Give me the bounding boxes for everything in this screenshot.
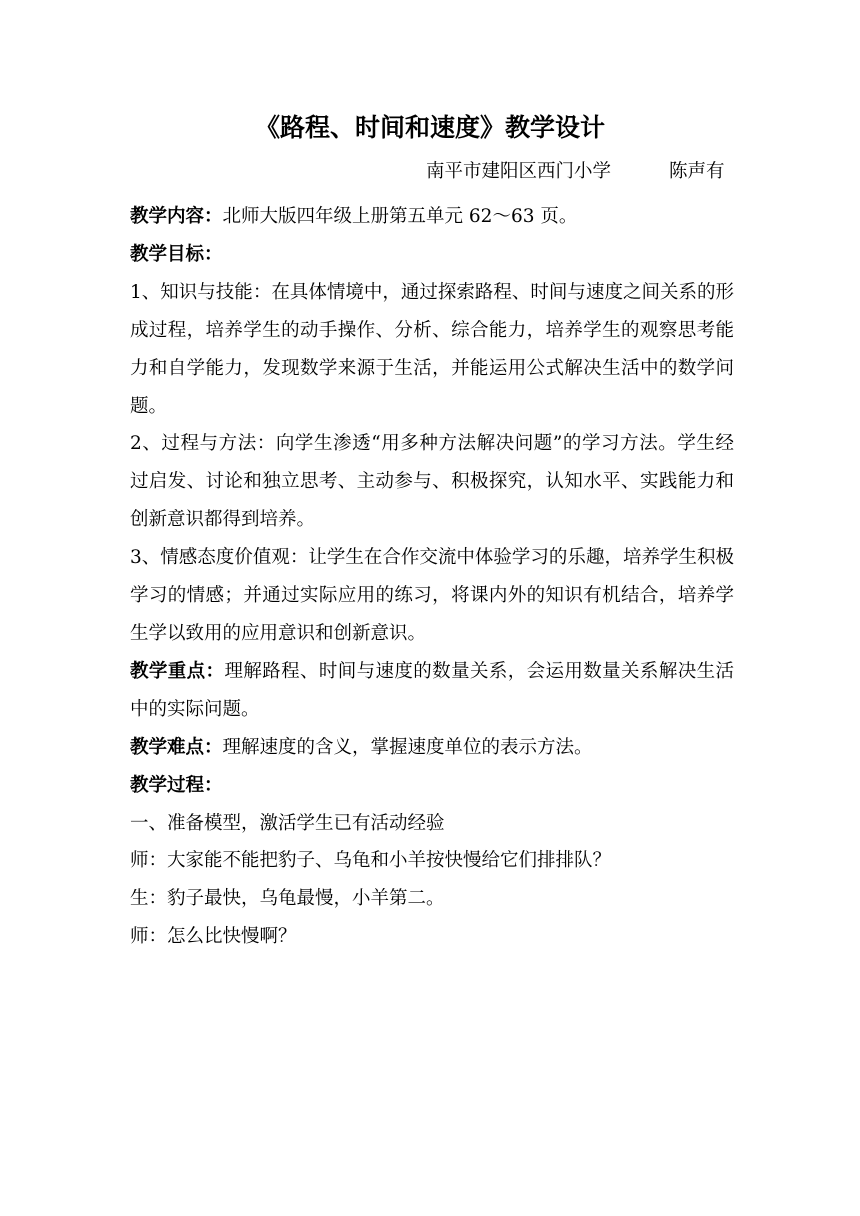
process-heading: 教学过程：	[130, 774, 223, 796]
process-line: 师：怎么比快慢啊？	[130, 926, 297, 948]
teaching-content	[130, 198, 734, 236]
process-line: 生：豹子最快，乌龟最慢，小羊第二。	[130, 888, 445, 910]
teaching-content-text: 北师大版四年级上册第五单元 62～63 页。	[222, 206, 578, 227]
author-name: 陈声有	[669, 161, 725, 182]
key-point-label: 教学重点：	[130, 660, 225, 682]
document-title: 《路程、时间和速度》教学设计	[254, 113, 605, 142]
key-point-text: 理解路程、时间与速度的数量关系，会运用数量关系解决生活中的实际问题。	[130, 660, 734, 720]
objective-item: 3、情感态度价值观：让学生在合作交流中体验学习的乐趣，培养学生积极学习的情感；并通过实际应用的练习，将课内外的知识有机结合，培养学生学以致用的应用意识和创新意识。	[130, 547, 734, 644]
difficulty-label: 教学难点：	[130, 736, 223, 758]
school-name: 南平市建阳区西门小学	[426, 161, 612, 182]
objective-item: 2、过程与方法：向学生渗透“用多种方法解决问题”的学习方法。学生经过启发、讨论和独立思考、主动参与、积极探究，认知水平、实践能力和创新意识都得到培养。	[130, 433, 734, 531]
process-line: 师：大家能不能把豹子、乌龟和小羊按快慢给它们排排队？	[130, 850, 612, 872]
objective-item: 1、知识与技能：在具体情境中，通过探索路程、时间与速度之间关系的形成过程，培养学生的动手操作、分析、综合能力，培养学生的观察思考能力和自学能力，发现数学来源于生活，并能运用公式解决生活中的数学问题。	[130, 281, 734, 417]
difficulty-text: 理解速度的含义，掌握速度单位的表示方法。	[222, 736, 593, 758]
author-line	[130, 156, 730, 188]
key-point	[130, 653, 734, 729]
objectives-heading: 教学目标：	[130, 243, 223, 265]
process-line: 一、准备模型，激活学生已有活动经验	[130, 812, 445, 834]
document-body	[130, 198, 734, 956]
teaching-content-label: 教学内容：	[130, 206, 223, 227]
difficulty	[130, 729, 734, 767]
